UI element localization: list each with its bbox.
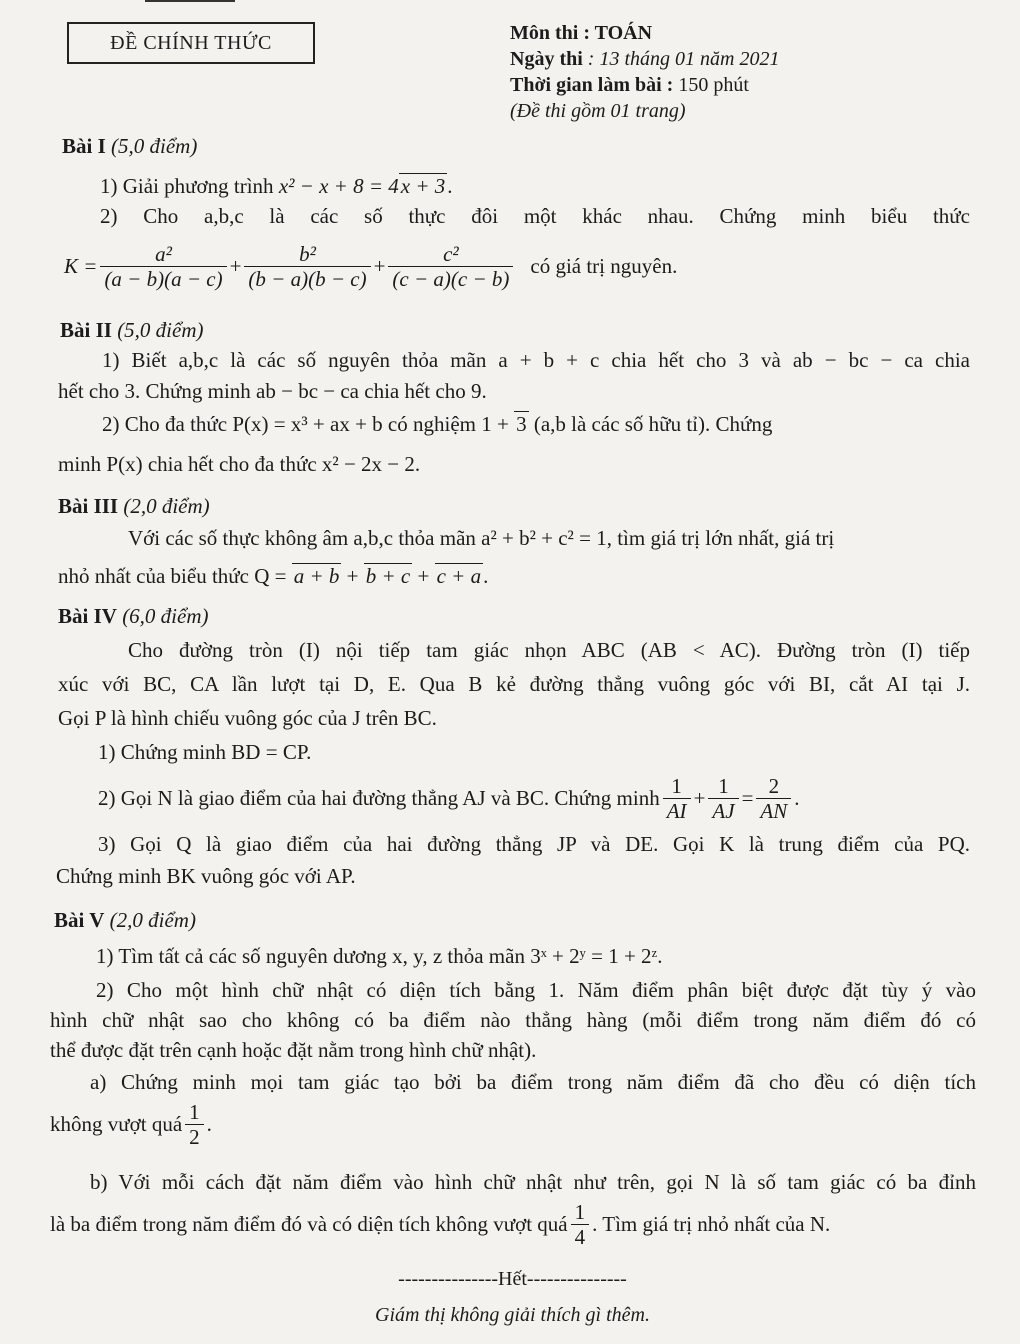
bai5-a2: không vượt quá $\frac{1}{2}$ . [50,1100,212,1150]
time-value: 150 phút [678,74,749,96]
bai2-l1: 1) Biết a,b,c là các số nguyên thỏa mãn a + b + c chia hết cho 3 và ab − bc − ca chia [102,348,970,372]
bai4-q2: 2) Gọi N là giao điểm của hai đường thẳng AJ và BC. Chứng minh $\frac{1}{AI}$ + $\frac{1}{AJ}$ = $\frac{2}{AN}$ . [98,774,800,824]
bai1-q2-line1: 2) Cho a,b,c là các số thực đôi một khác nhau. Chứng minh biểu thức [100,204,970,228]
bai4-l3: Gọi P là hình chiếu vuông góc của J trên BC. [58,706,437,730]
bai1-q1: 1) Giải phương trình x² − x + 8 = 4x + 3. [100,174,453,198]
bai4-q3b: Chứng minh BK vuông góc với AP. [56,864,356,888]
fraction-1: $\frac{\text{a²}}{(a - b)(a - c)}$ [100,242,226,291]
bai4-q3a: 3) Gọi Q là giao điểm của hai đường thẳng JP và DE. Gọi K là trung điểm của PQ. [98,832,970,856]
bai2-l3: 2) Cho đa thức P(x) = x³ + ax + b có nghiệm 1 + 3 (a,b là các số hữu tỉ). Chứng [102,412,773,436]
bai4-l2: xúc với BC, CA lần lượt tại D, E. Qua B kẻ đường thẳng vuông góc với BI, cắt AI tại J. [58,672,970,696]
bai3-heading: Bài III (2,0 điểm) [58,494,210,518]
bai2-l4: minh P(x) chia hết cho đa thức x² − 2x − 2. [58,452,421,476]
bai1-heading: Bài I (5,0 điểm) [62,134,198,158]
sqrt-radicand: x + 3 [400,174,446,198]
top-rule [145,0,235,2]
bai3-l1: Với các số thực không âm a,b,c thỏa mãn a² + b² + c² = 1, tìm giá trị lớn nhất, giá trị [128,526,835,550]
bai4-q1: 1) Chứng minh BD = CP. [98,740,312,764]
bai5-q2a: 2) Cho một hình chữ nhật có diện tích bằng 1. Năm điểm phân biệt được đặt tùy ý vào [96,978,976,1002]
fraction-2: $\frac{\text{b²}}{(b - a)(b - c)}$ [244,242,370,291]
frac-quarter: $\frac{1}{4}$ [571,1200,590,1249]
bai5-heading: Bài V (2,0 điểm) [54,908,196,932]
bai5-q2b: hình chữ nhật sao cho không có ba điểm nào thẳng hàng (mỗi điểm trong năm điểm đó có [50,1008,976,1032]
subject-value: TOÁN [594,22,653,44]
end-mark: ---------------Hết--------------- [398,1268,627,1290]
bai2-heading: Bài II (5,0 điểm) [60,318,204,342]
date-value: : 13 tháng 01 năm 2021 [582,48,780,70]
official-label-text: ĐỀ CHÍNH THỨC [110,31,272,54]
bai5-a1: a) Chứng minh mọi tam giác tạo bởi ba điểm trong năm điểm đã cho đều có diện tích [90,1070,976,1094]
bai5-b1: b) Với mỗi cách đặt năm điểm vào hình chữ nhật như trên, gọi N là số tam giác có ba đỉnh [90,1170,976,1194]
fraction-3: $\frac{\text{c²}}{(c - a)(c - b)}$ [388,242,513,291]
bai4-l1: Cho đường tròn (I) nội tiếp tam giác nhọn ABC (AB < AC). Đường tròn (I) tiếp [128,638,970,662]
bai3-l2: nhỏ nhất của biểu thức Q = a + b + b + c + c + a. [58,564,489,588]
time-row: Thời gian làm bài : 150 phút [510,74,749,96]
frac-half: $\frac{1}{2}$ [185,1100,204,1149]
bai5-b2: là ba điểm trong năm điểm đó và có diện tích không vượt quá $\frac{1}{4}$ . Tìm giá trị nhỏ nhất của N. [50,1200,831,1250]
bai5-q1: 1) Tìm tất cả các số nguyên dương x, y, z thỏa mãn 3ˣ + 2ʸ = 1 + 2ᶻ. [96,944,663,968]
k-expression: K = $\frac{\text{a²}}{(a - b)(a - c)}$ + $\frac{\text{b²}}{(b - a)(b - c)}$ + $\frac{\text{c²}}{(c - a)(c - b)}$ có giá trị nguyên. [64,242,678,292]
frac-2-an: $\frac{2}{AN}$ [756,774,791,823]
pages-note: (Đề thi gồm 01 trang) [510,100,686,122]
subject-row: Môn thi : TOÁN [510,22,653,44]
official-exam-label [67,22,315,64]
bai5-q2c: thể được đặt trên cạnh hoặc đặt nằm trong hình chữ nhật). [50,1038,537,1062]
bai4-heading: Bài IV (6,0 điểm) [58,604,209,628]
frac-1-aj: $\frac{1}{AJ}$ [708,774,738,823]
date-row: Ngày thi : 13 tháng 01 năm 2021 [510,48,780,70]
frac-1-ai: $\frac{1}{AI}$ [663,774,691,823]
bai2-l2: hết cho 3. Chứng minh ab − bc − ca chia hết cho 9. [58,379,487,403]
exam-meta [510,20,779,124]
footer-note: Giám thị không giải thích gì thêm. [375,1304,650,1326]
